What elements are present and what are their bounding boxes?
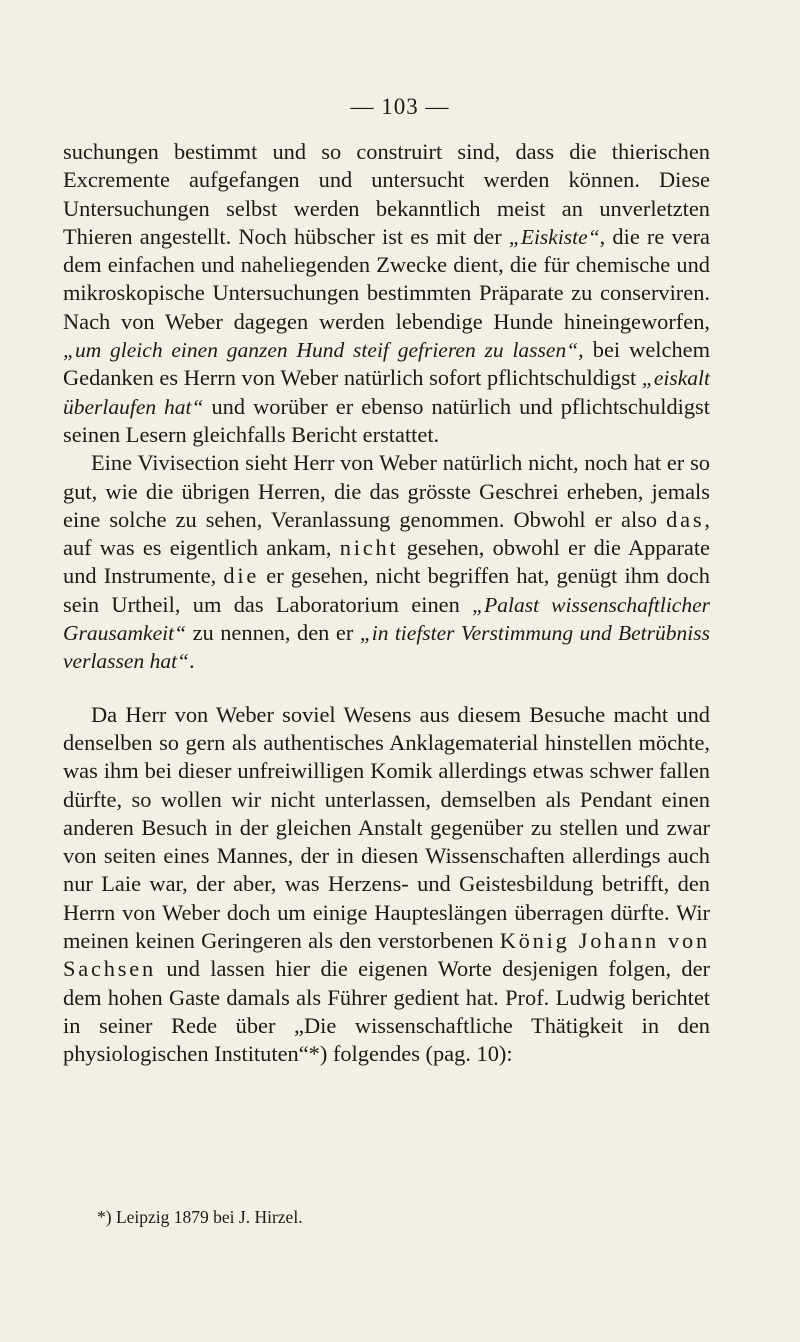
text-run: , bei welchem Gedanken es Herrn von Weber natürlich sofort pflichtschuldigst bbox=[63, 337, 710, 391]
quote-eiskalt: „eiskalt überlaufen hat“ bbox=[63, 366, 710, 419]
text-run: Da Herr von Weber soviel Wesens aus diesem Besuche macht und denselben so gern als authentisches Anklagematerial hinstellen möchte, was ihm bei dieser unfreiwilligen Komik allerdings etwas schwer fallen dürfte, so wollen wir nicht unterlassen, demselben als Pendant einen anderen Besuch in der gleichen Anstalt gegenüber zu stellen und zwar von seiten eines Mannes, der in diesen Wissenschaften allerdings auch nur Laie war, der aber, was Herzens- und Geistesbildung betrifft, den Herrn von Weber doch um einige Haupteslängen überragen dürfte. Wir meinen keinen Geringeren als den verstorbenen bbox=[63, 701, 710, 954]
paragraph-3 bbox=[63, 701, 710, 1069]
body-text bbox=[63, 138, 710, 1069]
quote-palast: „Palast wissenschaftlicher Grausamkeit“ bbox=[63, 592, 710, 646]
text-run: , auf was es eigentlich ankam, bbox=[63, 506, 710, 561]
quote-eiskiste: „Eiskiste“ bbox=[508, 224, 600, 249]
quote-hund: „um gleich einen ganzen Hund steif gefrieren zu lassen“ bbox=[63, 338, 579, 363]
text-run: . bbox=[189, 648, 195, 674]
text-run: zu nennen, den er bbox=[186, 620, 360, 646]
text-run: , die re vera dem einfachen und naheliegenden Zwecke dient, die für chemische und mikroskopische Untersuchungen bestimmten Präparate zu conserviren. Nach von Weber dagegen werden lebendige Hunde hineingeworfen, bbox=[63, 223, 710, 334]
quote-verstimmung: „in tiefster Verstimmung und Betrübniss verlassen hat“ bbox=[63, 621, 710, 674]
paragraph-2 bbox=[63, 449, 710, 675]
page-number: — 103 — bbox=[350, 94, 450, 119]
text-run: und lassen hier die eigenen Worte desjenigen folgen, der dem hohen Gaste damals als Führer gedient hat. Prof. Ludwig berichtet in seiner Rede über „Die wissenschaftliche Thätigkeit in den physiologischen Instituten“*) folgendes (pag. 10): bbox=[63, 956, 710, 1067]
emphasis-nicht: nicht bbox=[339, 535, 399, 561]
text-run: er gesehen, nicht begriffen hat, genügt ihm doch sein Urtheil, um das Laboratorium einen bbox=[63, 563, 710, 617]
text-run: gesehen, obwohl er die Apparate und Instrumente, bbox=[63, 535, 710, 589]
emphasis-das: das bbox=[666, 506, 705, 532]
footnote: *) Leipzig 1879 bei J. Hirzel. bbox=[97, 1207, 303, 1227]
emphasis-koenig-johann: König Johann von Sachsen bbox=[63, 928, 710, 982]
text-run: suchungen bestimmt und so construirt sind, dass die thierischen Excremente aufgefangen und untersucht werden können. Diese Untersuchungen selbst werden bekanntlich meist an unverletzten Thieren angestellt. Noch hübscher ist es mit der bbox=[63, 139, 710, 249]
text-run: Eine Vivisection sieht Herr von Weber natürlich nicht, noch hat er so gut, wie die übrigen Herren, die das grösste Geschrei erheben, jemals eine solche zu sehen, Veranlassung genommen. Obwohl er also bbox=[63, 450, 710, 532]
text-run: und worüber er ebenso natürlich und pflichtschuldigst seinen Lesern gleichfalls Bericht erstattet. bbox=[63, 393, 710, 447]
emphasis-die: die bbox=[223, 563, 260, 589]
paragraph-1 bbox=[63, 138, 710, 449]
